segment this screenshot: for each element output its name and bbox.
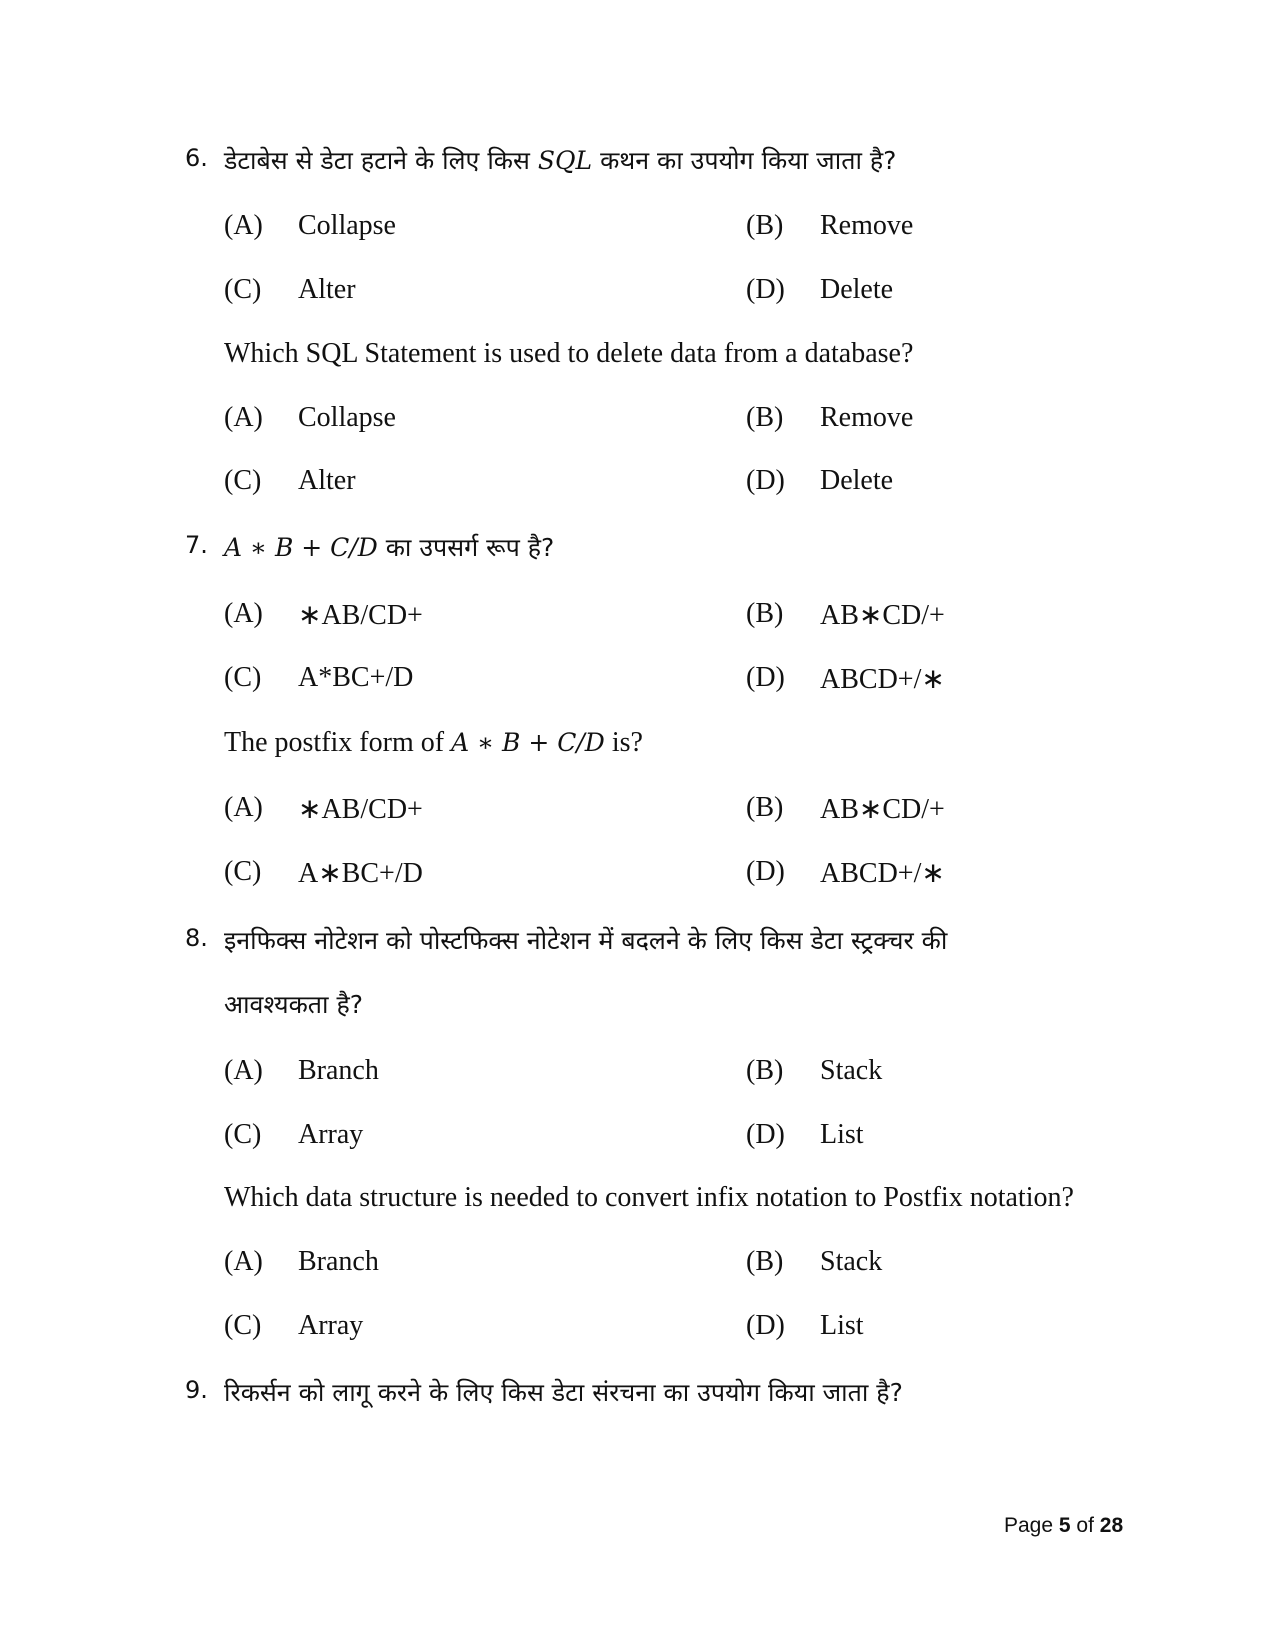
option-letter: (C)	[224, 274, 262, 305]
option-text: List	[820, 1310, 864, 1341]
current-page-number: 5	[1058, 1514, 1071, 1537]
option-letter: (B)	[746, 210, 784, 241]
option-text: A*BC+/D	[298, 662, 414, 693]
option-letter: (C)	[224, 856, 262, 887]
question-text-english: The postfix form of A ∗ B + C/D is?	[224, 727, 643, 758]
option-text: List	[820, 1119, 864, 1150]
of-label: of	[1076, 1514, 1094, 1537]
option-text: Stack	[820, 1055, 883, 1086]
question-text-hindi-cont: आवश्यकता है?	[224, 990, 363, 1019]
option-text: Collapse	[298, 402, 396, 433]
option-text: Remove	[820, 402, 914, 433]
option-letter: (C)	[224, 1119, 262, 1150]
option-letter: (A)	[224, 598, 263, 629]
option-letter: (C)	[224, 465, 262, 496]
option-text: AB∗CD/+	[820, 600, 945, 631]
option-text: Delete	[820, 465, 894, 496]
option-text: Branch	[298, 1055, 379, 1086]
page-footer	[1004, 1514, 1123, 1538]
question-text-hindi: डेटाबेस से डेटा हटाने के लिए किस SQL कथन का उपयोग किया जाता है?	[224, 146, 897, 175]
option-letter: (D)	[746, 662, 785, 693]
total-pages-number: 28	[1099, 1514, 1124, 1537]
page-label: Page	[1004, 1514, 1054, 1537]
option-text: Array	[298, 1310, 364, 1341]
option-letter: (A)	[224, 792, 263, 823]
option-text: Branch	[298, 1246, 379, 1277]
option-letter: (A)	[224, 1055, 263, 1086]
option-text: ABCD+/∗	[820, 858, 945, 889]
option-letter: (B)	[746, 598, 784, 629]
option-letter: (D)	[746, 856, 785, 887]
option-letter: (D)	[746, 274, 785, 305]
option-text: ∗AB/CD+	[298, 600, 423, 631]
option-text: Alter	[298, 274, 356, 305]
option-text: Stack	[820, 1246, 883, 1277]
option-text: Delete	[820, 274, 894, 305]
option-text: A∗BC+/D	[298, 858, 423, 889]
option-letter: (C)	[224, 662, 262, 693]
option-letter: (D)	[746, 465, 785, 496]
question-number: 8.	[185, 924, 208, 952]
option-letter: (C)	[224, 1310, 262, 1341]
option-letter: (B)	[746, 1055, 784, 1086]
option-letter: (B)	[746, 1246, 784, 1277]
question-text-hindi: रिकर्सन को लागू करने के लिए किस डेटा संरचना का उपयोग किया जाता है?	[224, 1378, 903, 1407]
option-letter: (A)	[224, 1246, 263, 1277]
question-number: 9.	[185, 1376, 208, 1404]
option-text: Alter	[298, 465, 356, 496]
option-letter: (D)	[746, 1310, 785, 1341]
option-text: AB∗CD/+	[820, 794, 945, 825]
option-letter: (A)	[224, 210, 263, 241]
option-text: ∗AB/CD+	[298, 794, 423, 825]
option-text: Collapse	[298, 210, 396, 241]
option-text: Remove	[820, 210, 914, 241]
option-letter: (B)	[746, 402, 784, 433]
question-text-english: Which data structure is needed to convert infix notation to Postfix notation?	[224, 1182, 1074, 1213]
question-text-hindi: A ∗ B + C/D का उपसर्ग रूप है?	[224, 533, 555, 562]
question-text-english: Which SQL Statement is used to delete data from a database?	[224, 338, 914, 369]
question-number: 6.	[185, 144, 208, 172]
option-text: ABCD+/∗	[820, 664, 945, 695]
question-number: 7.	[185, 531, 208, 559]
option-text: Array	[298, 1119, 364, 1150]
option-letter: (D)	[746, 1119, 785, 1150]
option-letter: (A)	[224, 402, 263, 433]
question-text-hindi: इनफिक्स नोटेशन को पोस्टफिक्स नोटेशन में बदलने के लिए किस डेटा स्ट्रक्चर की	[224, 926, 948, 955]
option-letter: (B)	[746, 792, 784, 823]
